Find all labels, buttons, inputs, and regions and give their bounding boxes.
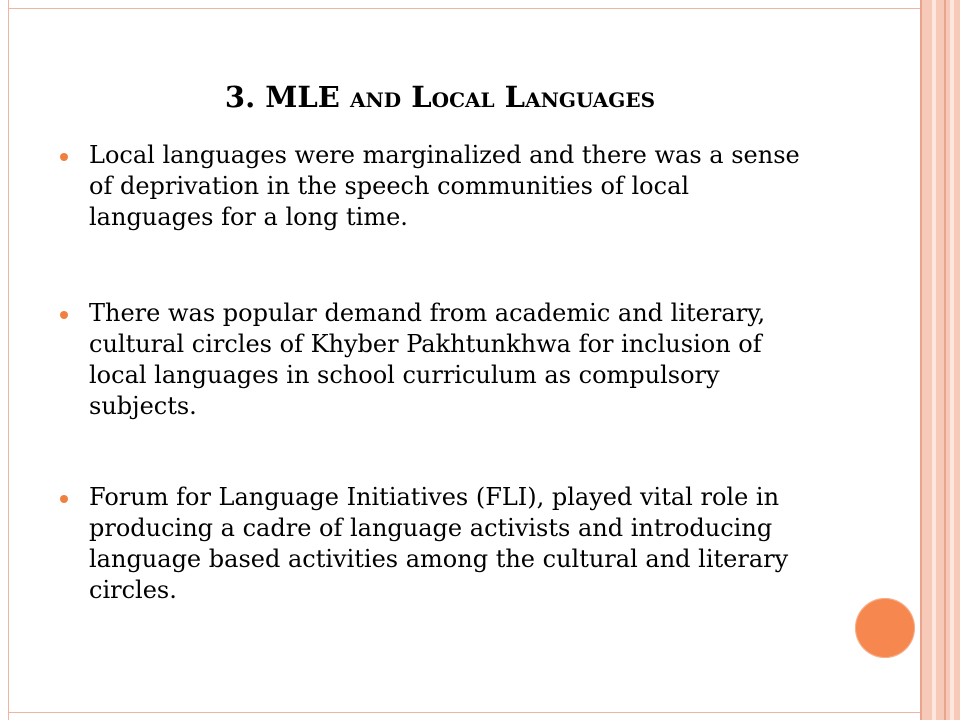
bullet-icon (60, 495, 68, 503)
right-decorative-band (920, 0, 960, 720)
decorative-stripe (950, 0, 954, 720)
bottom-border-line (8, 712, 920, 713)
decorative-circle (855, 598, 915, 658)
decorative-stripe (920, 0, 922, 720)
title-prefix: 3. MLE (224, 80, 350, 114)
decorative-stripe (932, 0, 936, 720)
decorative-stripe (944, 0, 946, 720)
list-item (60, 298, 820, 422)
title-l1: L (411, 80, 432, 114)
title-l2: L (504, 80, 526, 114)
list-item (60, 140, 820, 233)
bullet-text: Forum for Language Initiatives (FLI), played vital role in producing a cadre of language activists and introducing language based activities among the cultural and literary circles. (89, 483, 789, 604)
bullet-text: There was popular demand from academic and literary, cultural circles of Khyber Pakhtunkhwa for inclusion of local languages in school curriculum as compulsory subjects. (89, 299, 766, 420)
slide-title (0, 80, 880, 114)
title-anguages: ANGUAGES (525, 88, 656, 112)
bullet-icon (60, 311, 68, 319)
bullet-icon (60, 153, 68, 161)
title-and: AND (349, 88, 402, 112)
top-border-line (8, 8, 920, 9)
bullet-text: Local languages were marginalized and there was a sense of deprivation in the speech communities of local languages for a long time. (89, 141, 800, 231)
list-item (60, 482, 820, 606)
title-ocal: OCAL (431, 88, 495, 112)
